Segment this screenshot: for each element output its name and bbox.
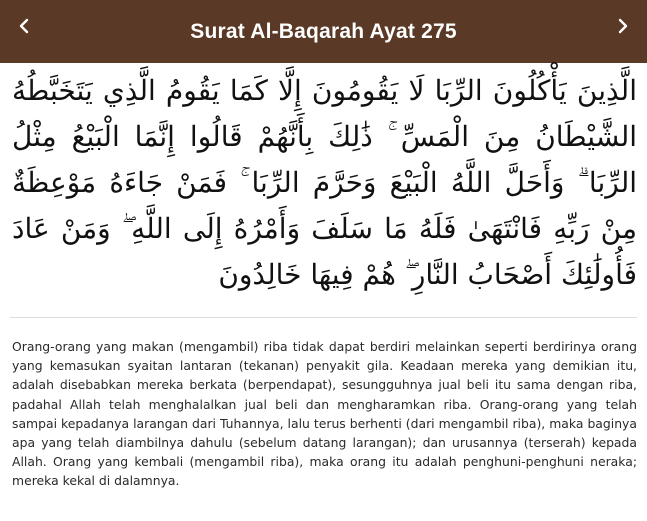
app-bar (0, 0, 647, 63)
divider (10, 317, 637, 318)
page-title: Surat Al-Baqarah Ayat 275 (190, 20, 457, 43)
next-ayah-button[interactable] (609, 12, 637, 40)
arabic-text: الَّذِينَ يَأْكُلُونَ الرِّبَا لَا يَقُومُونَ إِلَّا كَمَا يَقُومُ الَّذِي يَتَخَبَّطُهُ الشَّيْطَانُ مِنَ الْمَسِّ ۚ ذَٰلِكَ بِأَنَّهُمْ قَالُوا إِنَّمَا الْبَيْعُ مِثْلُ الرِّبَا ۗ وَأَحَلَّ اللَّهُ الْبَيْعَ وَحَرَّمَ الرِّبَا ۚ فَمَنْ جَاءَهُ مَوْعِظَةٌ مِنْ رَبِّهِ فَانْتَهَىٰ فَلَهُ مَا سَلَفَ وَأَمْرُهُ إِلَى اللَّهِ ۖ وَمَنْ عَادَ فَأُولَٰئِكَ أَصْحَابُ النَّارِ ۖ هُمْ فِيهَا خَالِدُونَ (12, 74, 637, 291)
translation-text: Orang-orang yang makan (mengambil) riba tidak dapat berdiri melainkan seperti berdirinya orang yang kemasukan syaitan lantaran (tekanan) penyakit gila. Keadaan mereka yang demikian itu, adalah disebabkan mereka berkata (berpendapat), sesungguhnya jual beli itu sama dengan riba, padahal Allah telah menghalalkan jual beli dan mengharamkan riba. Orang-orang yang telah sampai kepadanya larangan dari Tuhannya, lalu terus berhenti (dari mengambil riba), maka baginya apa yang telah diambilnya dahulu (sebelum datang larangan); dan urusannya (terserah) kepada Allah. Orang yang kembali (mengambil riba), maka orang itu adalah penghuni-penghuni neraka; mereka kekal di dalamnya. (12, 339, 637, 489)
chevron-right-icon (609, 12, 637, 40)
